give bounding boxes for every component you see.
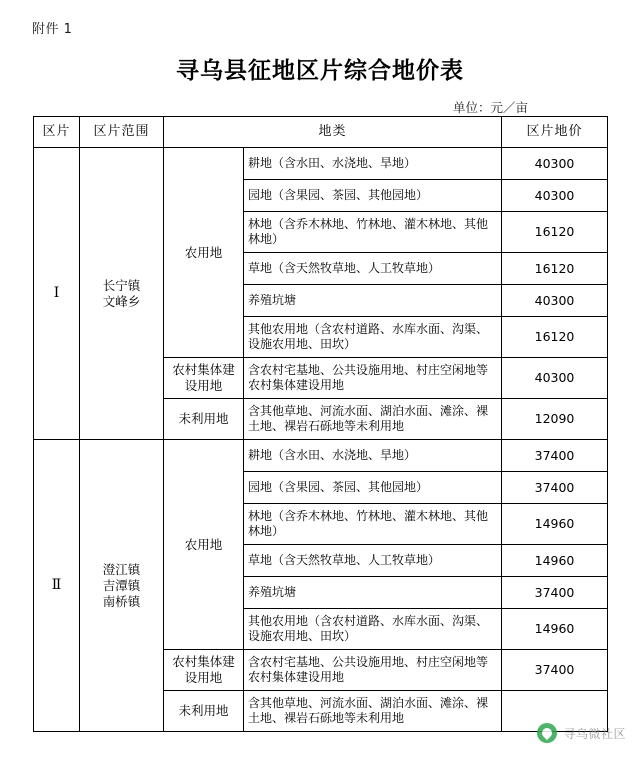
range-line: 南桥镇: [102, 593, 141, 609]
detail-cell: 林地（含乔木林地、竹林地、灌木林地、其他林地）: [244, 212, 502, 253]
detail-cell: 其他农用地（含农村道路、水库水面、沟渠、设施农用地、田坎）: [244, 609, 502, 650]
price-cell: 37400: [502, 440, 608, 472]
price-cell: 14960: [502, 545, 608, 577]
detail-cell: 园地（含果园、茶园、其他园地）: [244, 472, 502, 504]
range-line: 文峰乡: [102, 293, 141, 309]
column-header-zone: 区片: [34, 117, 80, 148]
detail-cell: 园地（含果园、茶园、其他园地）: [244, 180, 502, 212]
detail-cell: 含农村宅基地、公共设施用地、村庄空闲地等农村集体建设用地: [244, 650, 502, 691]
landuse-cell-unused-2: 未利用地: [164, 691, 244, 732]
zone-cell-2: Ⅱ: [34, 440, 80, 732]
column-header-range: 区片范围: [80, 117, 164, 148]
attachment-label: 附件 1: [32, 22, 73, 37]
range-line: 长宁镇: [102, 277, 141, 293]
zone-cell-1: Ⅰ: [34, 148, 80, 440]
leaf-logo-icon: [537, 723, 557, 743]
range-cell-1: [80, 148, 164, 440]
detail-cell: 耕地（含水田、水浇地、旱地）: [244, 440, 502, 472]
range-cell-2: [80, 440, 164, 732]
price-cell: 16120: [502, 253, 608, 285]
range-line: 澄江镇: [102, 561, 141, 577]
detail-cell: 养殖坑塘: [244, 577, 502, 609]
price-cell: 14960: [502, 609, 608, 650]
table-header-row: [34, 117, 608, 148]
detail-cell: 草地（含天然牧草地、人工牧草地）: [244, 545, 502, 577]
table-row: [34, 440, 608, 472]
range-line: 吉潭镇: [102, 577, 141, 593]
table-row: [34, 148, 608, 180]
land-price-table: [33, 116, 608, 732]
landuse-cell-agricultural-1: 农用地: [164, 148, 244, 358]
price-cell: 37400: [502, 650, 608, 691]
price-cell: 12090: [502, 399, 608, 440]
price-cell: 40300: [502, 285, 608, 317]
detail-cell: 草地（含天然牧草地、人工牧草地）: [244, 253, 502, 285]
price-cell: 16120: [502, 212, 608, 253]
price-cell: 16120: [502, 317, 608, 358]
price-cell: 37400: [502, 577, 608, 609]
watermark-label: 寻乌微社区: [563, 726, 626, 741]
price-cell: 37400: [502, 472, 608, 504]
detail-cell: 含农村宅基地、公共设施用地、村庄空闲地等农村集体建设用地: [244, 358, 502, 399]
watermark: [537, 723, 626, 743]
detail-cell: 耕地（含水田、水浇地、旱地）: [244, 148, 502, 180]
landuse-cell-collective-2: 农村集体建设用地: [164, 650, 244, 691]
price-cell: 14960: [502, 504, 608, 545]
page-title: 寻乌县征地区片综合地价表: [176, 57, 464, 84]
column-header-landtype: 地类: [164, 117, 502, 148]
price-cell: 40300: [502, 148, 608, 180]
detail-cell: 含其他草地、河流水面、湖泊水面、滩涂、裸土地、裸岩石砾地等未利用地: [244, 399, 502, 440]
landuse-cell-unused-1: 未利用地: [164, 399, 244, 440]
detail-cell: 含其他草地、河流水面、湖泊水面、滩涂、裸土地、裸岩石砾地等未利用地: [244, 691, 502, 732]
price-cell: 40300: [502, 358, 608, 399]
detail-cell: 养殖坑塘: [244, 285, 502, 317]
detail-cell: 其他农用地（含农村道路、水库水面、沟渠、设施农用地、田坎）: [244, 317, 502, 358]
landuse-cell-collective-1: 农村集体建设用地: [164, 358, 244, 399]
price-cell: 40300: [502, 180, 608, 212]
column-header-price: 区片地价: [502, 117, 608, 148]
landuse-cell-agricultural-2: 农用地: [164, 440, 244, 650]
detail-cell: 林地（含乔木林地、竹林地、灌木林地、其他林地）: [244, 504, 502, 545]
unit-note: 单位：元／亩: [452, 100, 528, 115]
